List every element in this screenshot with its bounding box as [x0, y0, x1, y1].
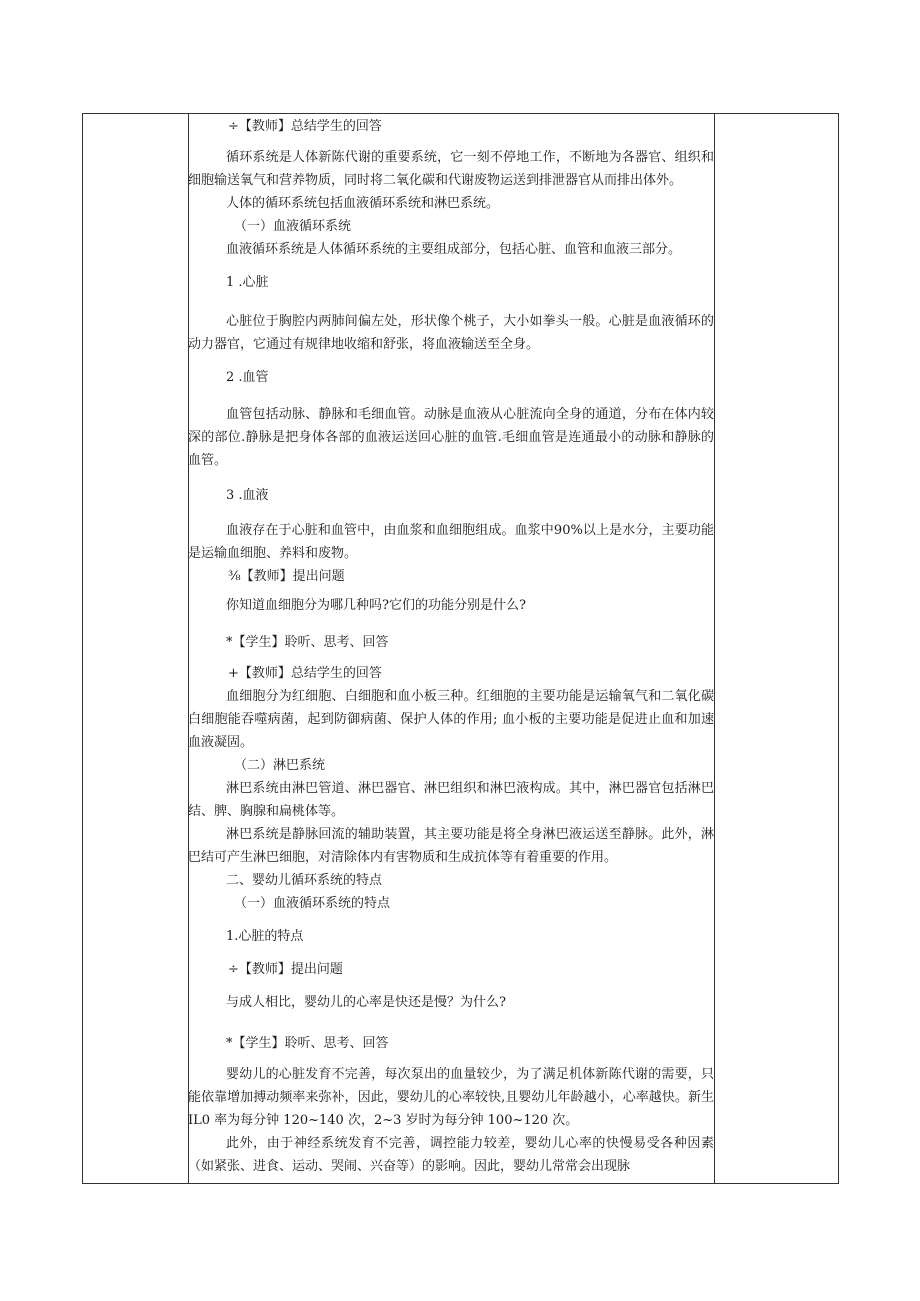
- chapter-heading: 二、婴幼儿循环系统的特点: [226, 873, 383, 888]
- body-paragraph: 此外，由于神经系统发育不完善，调控能力较差，婴幼儿心率的快慢易受各种因素（如紧张、进食、运动、哭闹、兴奋等）的影响。因此，婴幼儿常常会出现脉: [188, 1136, 714, 1174]
- column-divider-right: [714, 114, 715, 1183]
- student-response-heading: *【学生】聆听、思考、回答: [226, 1036, 389, 1051]
- body-paragraph: 血管包括动脉、静脉和毛细血管。动脉是血液从心脏流向全身的通道，分布在体内较深的部位.静脉是把身体各部的血液运送回心脏的血管.毛细血管是连通最小的动脉和静脉的血管。: [188, 407, 714, 468]
- teacher-question-heading: ÷【教师】提出问题: [228, 962, 343, 977]
- subsection-heading: 1.心脏的特点: [226, 929, 304, 944]
- subsection-heading: 3 .血液: [226, 488, 269, 503]
- body-paragraph: 心脏位于胸腔内两肺间偏左处，形状像个桃子，大小如拳头一般。心脏是血液循环的动力器官，它通过有规律地收缩和舒张，将血液输送至全身。: [188, 314, 714, 352]
- body-paragraph: 循环系统是人体新陈代谢的重要系统，它一刻不停地工作，不断地为各器官、组织和细胞输送氧气和营养物质，同时将二氧化碳和代谢废物运送到排泄器官从而排出体外。: [188, 150, 714, 188]
- section-heading: （一）血液循环系统的特点: [234, 896, 391, 911]
- teacher-summary-heading: +【教师】总结学生的回答: [228, 666, 382, 681]
- question-text: 你知道血细胞分为哪几种吗?它们的功能分别是什么?: [226, 598, 526, 613]
- body-paragraph: 血液存在于心脏和血管中，由血浆和血细胞组成。血浆中90%以上是水分，主要功能是运输血细胞、养料和废物。: [188, 523, 714, 561]
- lesson-content: [188, 115, 714, 1178]
- body-paragraph: 血细胞分为红细胞、白细胞和血小板三种。红细胞的主要功能是运输氧气和二氧化碳白细胞能吞噬病菌，起到防御病菌、保护人体的作用; 血小板的主要功能是促进止血和加速血液凝固。: [188, 689, 714, 750]
- subsection-heading: 1 .心脏: [226, 275, 269, 290]
- section-heading: （二）淋巴系统: [234, 758, 326, 773]
- student-response-heading: *【学生】聆听、思考、回答: [226, 635, 389, 650]
- teacher-question-heading: ⅜【教师】提出问题: [228, 569, 345, 584]
- body-paragraph: 淋巴系统是静脉回流的辅助装置，其主要功能是将全身淋巴液运送至静脉。此外，淋巴结可产生淋巴细胞，对清除体内有害物质和生成抗体等有着重要的作用。: [188, 827, 714, 865]
- teacher-summary-heading: ÷【教师】总结学生的回答: [228, 119, 382, 134]
- subsection-heading: 2 .血管: [226, 370, 269, 385]
- body-paragraph: 人体的循环系统包括血液循环系统和淋巴系统。: [226, 196, 500, 211]
- body-paragraph: 血液循环系统是人体循环系统的主要组成部分，包括心脏、血管和血液三部分。: [226, 242, 682, 257]
- section-heading: （一）血液循环系统: [234, 219, 352, 234]
- body-paragraph: 淋巴系统由淋巴管道、淋巴器官、淋巴组织和淋巴液构成。其中，淋巴器官包括淋巴结、脾、胸腺和扁桃体等。: [188, 781, 714, 819]
- body-paragraph: 婴幼儿的心脏发育不完善，每次泵出的血量较少，为了满足机体新陈代谢的需要，只能依靠增加搏动频率来弥补，因此，婴幼儿的心率较快,且婴幼儿年龄越小，心率越快。新生 IL0 率为每分钟 120~140 次，2~3 岁时为每分钟 100~120 次。: [188, 1067, 714, 1128]
- question-text: 与成人相比，婴幼儿的心率是快还是慢？为什么?: [226, 995, 506, 1010]
